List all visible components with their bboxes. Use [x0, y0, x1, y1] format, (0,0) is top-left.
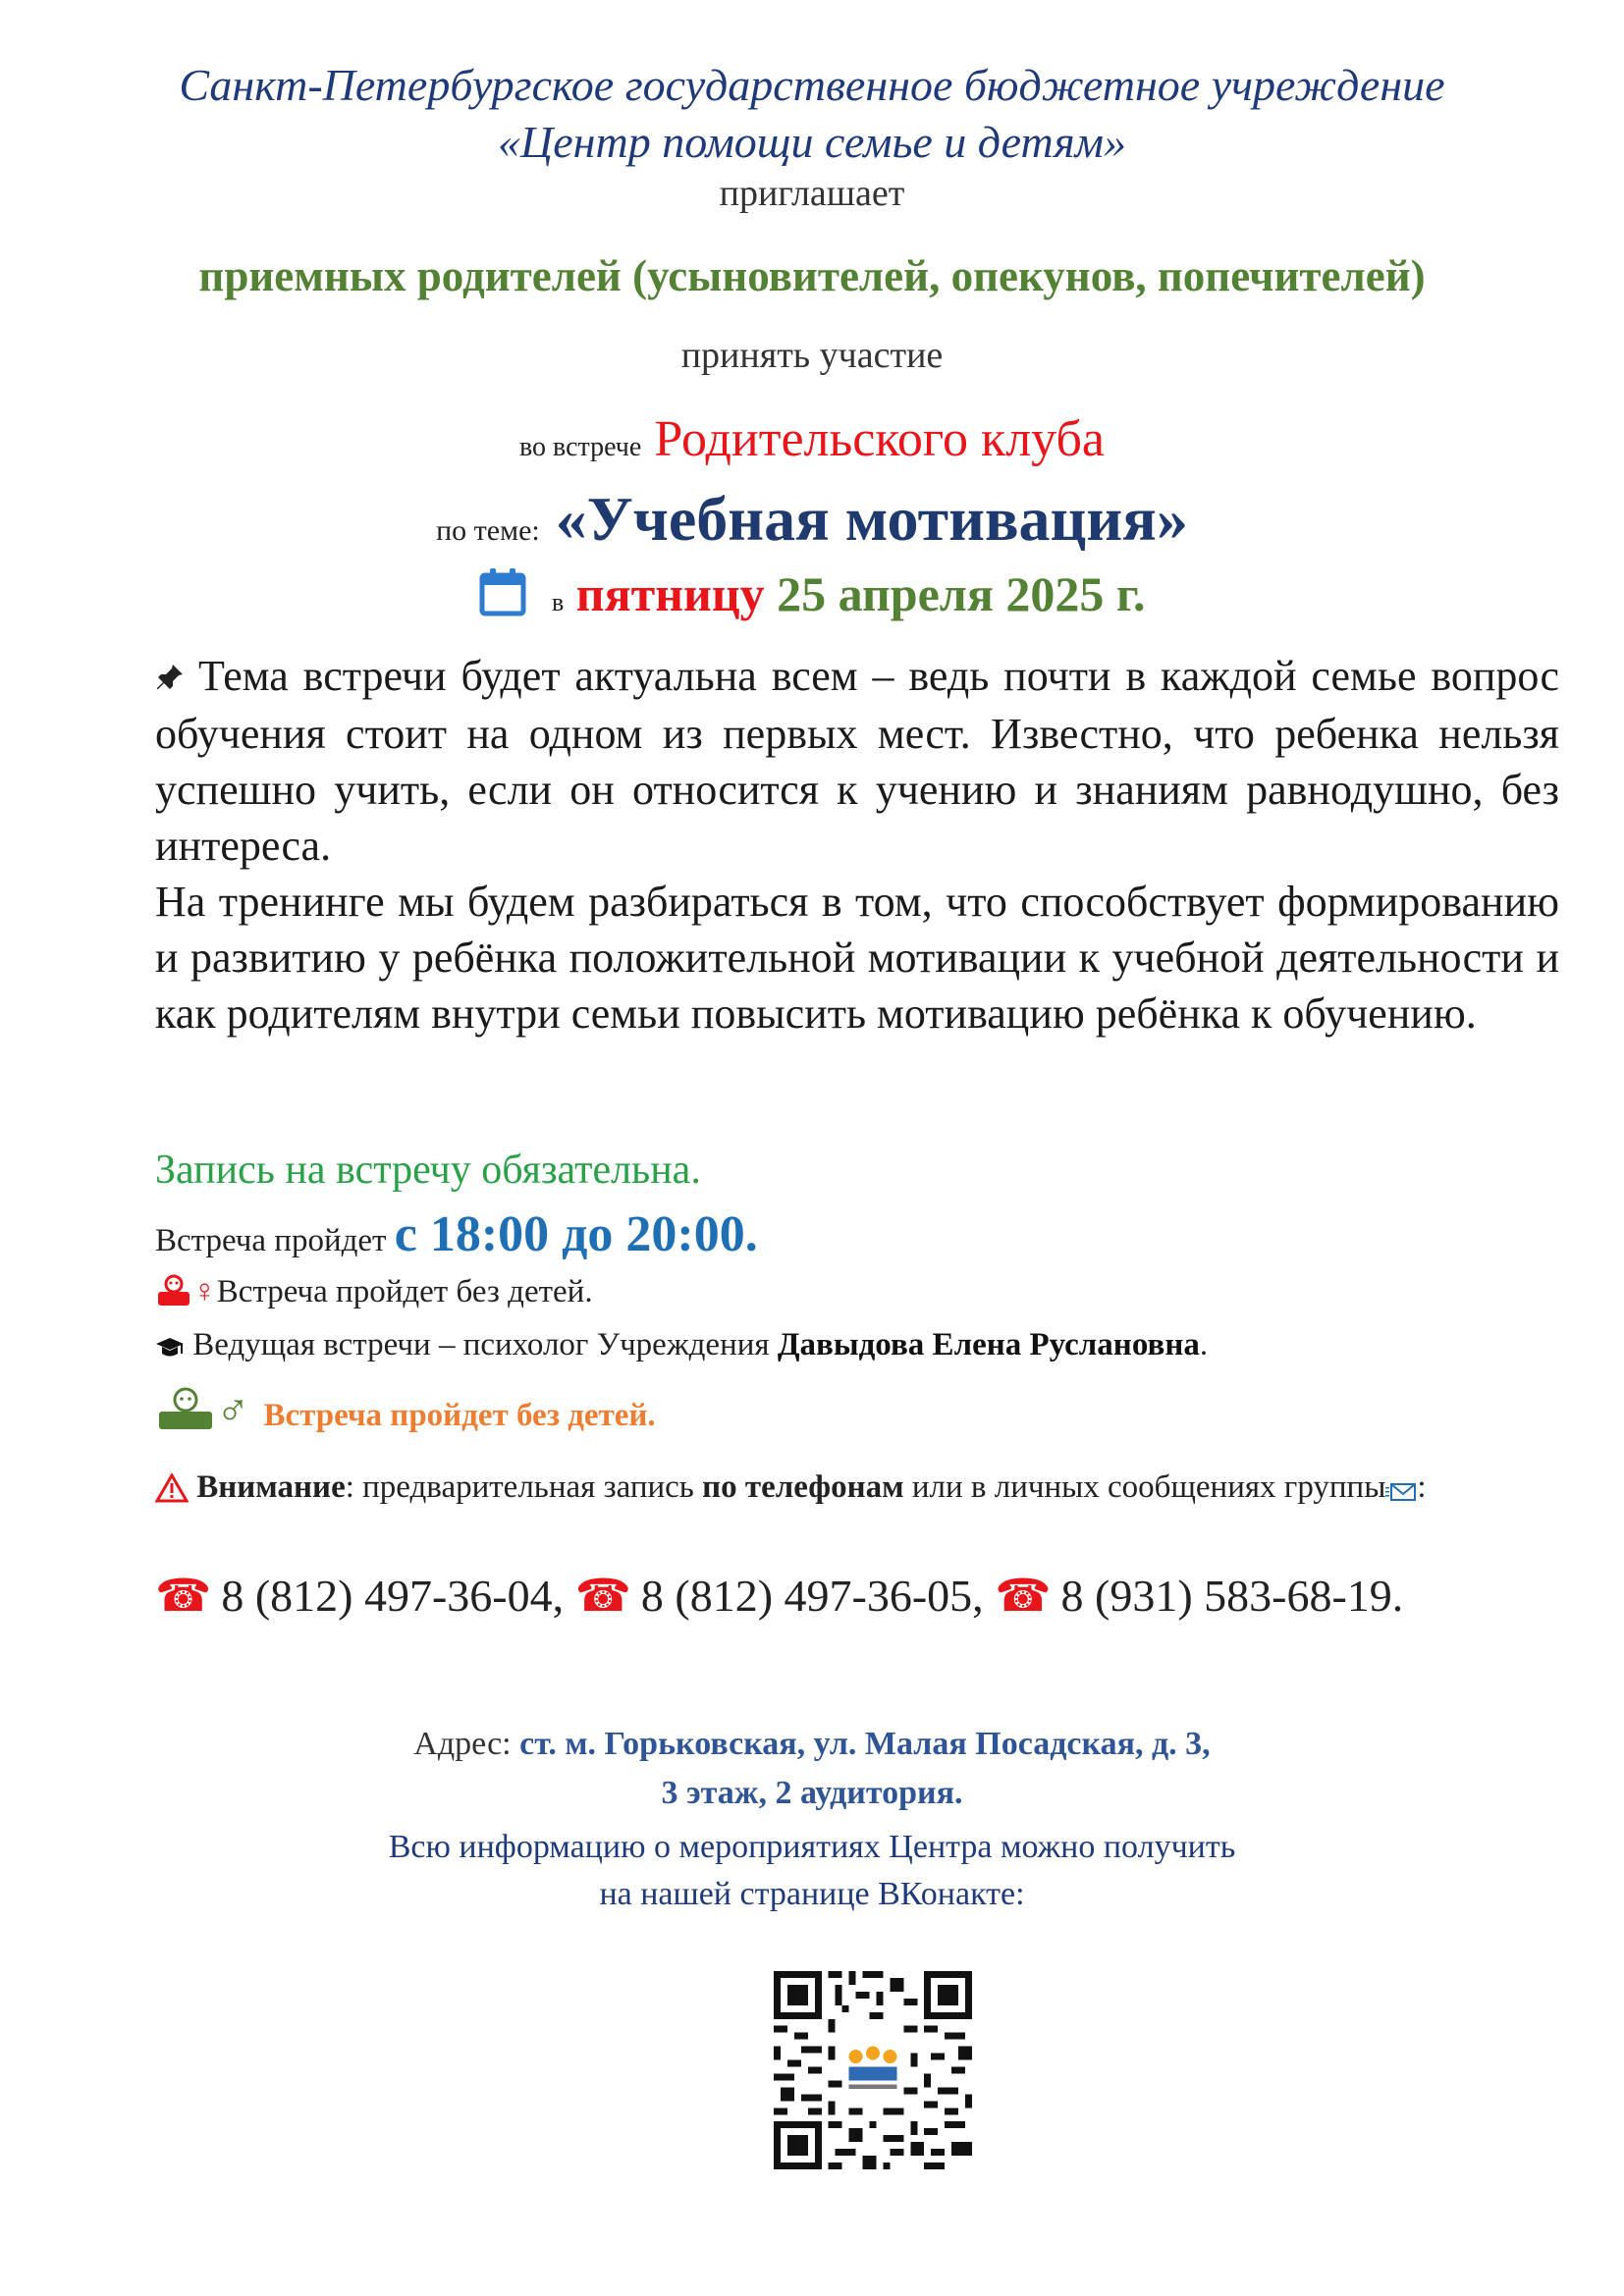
family-icon — [155, 1386, 216, 1440]
vk-info — [0, 1824, 1624, 1918]
attention-block — [155, 1463, 1559, 1518]
no-children-note-1 — [155, 1274, 593, 1316]
topic-line — [0, 483, 1624, 556]
meeting-date: 25 апреля 2025 г. — [777, 566, 1146, 621]
host-prefix: Ведущая встречи – психолог Учреждения — [192, 1327, 770, 1362]
no-children-text-1: Встреча пройдет без детей. — [216, 1274, 593, 1309]
pushpin-icon — [155, 650, 185, 706]
topic-prefix: по теме: — [436, 514, 540, 547]
address-room: 3 этаж, 2 аудитория. — [661, 1775, 963, 1811]
male-icon: ♂ — [216, 1385, 250, 1435]
meeting-day: пятницу — [575, 566, 765, 621]
phone-list — [155, 1569, 1403, 1622]
topic-title: «Учебная мотивация» — [555, 484, 1188, 554]
qr-code[interactable] — [774, 1971, 972, 2169]
time-line — [155, 1205, 758, 1263]
registration-note: Запись на встречу обязательна. — [155, 1148, 701, 1193]
meeting-prefix: во встрече — [518, 432, 642, 462]
attention-text-1: : предварительная запись — [345, 1469, 694, 1505]
phone-icon: ☎ — [574, 1571, 631, 1621]
organization-name — [0, 57, 1624, 171]
attention-label: Внимание — [196, 1469, 346, 1505]
attention-text-2: или в личных сообщениях группы — [911, 1469, 1386, 1505]
phone-number-2[interactable]: 8 (812) 497-36-05, — [640, 1571, 984, 1621]
description-paragraph-2: На тренинге мы будем разбираться в том, что способствует формированию и развитию у ребёнка положительной мотивации к учебной деятельности и как родителям внутри семьи повысить мотивацию ребёнка к обучению. — [155, 878, 1559, 1038]
no-children-note-2 — [155, 1384, 656, 1440]
no-children-text-2: Встреча пройдет без детей. — [263, 1398, 656, 1433]
org-line-2: «Центр помощи семье и детям» — [498, 117, 1126, 167]
description-text-1: Тема встречи будет актуальна всем – ведь почти в каждой семье вопрос обучения стоит на одном из первых мест. Известно, что ребенка нельзя успешно учить, если он относится к учению и знаниям равнодушно, без интереса. — [155, 652, 1559, 870]
phone-icon: ☎ — [995, 1571, 1052, 1621]
org-line-1: Санкт-Петербургское государственное бюджетное учреждение — [179, 60, 1445, 110]
phone-number-3[interactable]: 8 (931) 583-68-19. — [1060, 1571, 1404, 1621]
address-line-2 — [0, 1769, 1624, 1818]
host-name: Давыдова Елена Руслановна — [777, 1327, 1200, 1362]
date-line — [0, 565, 1624, 628]
warning-icon — [155, 1468, 189, 1518]
description — [155, 648, 1559, 1041]
host-line — [155, 1327, 1208, 1369]
attention-colon: : — [1417, 1469, 1427, 1505]
envelope-icon — [1385, 1468, 1417, 1518]
calendar-icon — [479, 567, 526, 628]
time-prefix: Встреча пройдет — [155, 1223, 387, 1258]
club-name: Родительского клуба — [654, 411, 1106, 467]
vk-info-line-2: на нашей странице ВКонакте: — [599, 1876, 1025, 1912]
meeting-line — [0, 410, 1624, 468]
attention-phones: по телефонам — [702, 1469, 904, 1505]
date-prefix: в — [552, 588, 565, 616]
parent-icon — [155, 1274, 192, 1316]
invites-text: приглашает — [719, 173, 905, 214]
description-paragraph-1 — [155, 648, 1559, 874]
address-street: ст. м. Горьковская, ул. Малая Посадская, д. 3, — [519, 1726, 1211, 1762]
phone-number-1[interactable]: 8 (812) 497-36-04, — [221, 1571, 565, 1621]
meeting-time: с 18:00 до 20:00. — [394, 1206, 758, 1262]
address-block — [0, 1720, 1624, 1818]
graduation-cap-icon — [155, 1333, 185, 1369]
vk-info-line-1: Всю информацию о мероприятиях Центра можно получить — [388, 1829, 1236, 1865]
host-suffix: . — [1199, 1327, 1209, 1362]
participate-text: принять участие — [680, 335, 944, 376]
address-line-1 — [0, 1720, 1624, 1769]
phone-icon: ☎ — [155, 1571, 212, 1621]
female-icon: ♀ — [192, 1274, 217, 1309]
address-prefix: Адрес: — [413, 1726, 512, 1762]
audience-text: приемных родителей (усыновителей, опекунов, попечителей) — [198, 251, 1426, 300]
